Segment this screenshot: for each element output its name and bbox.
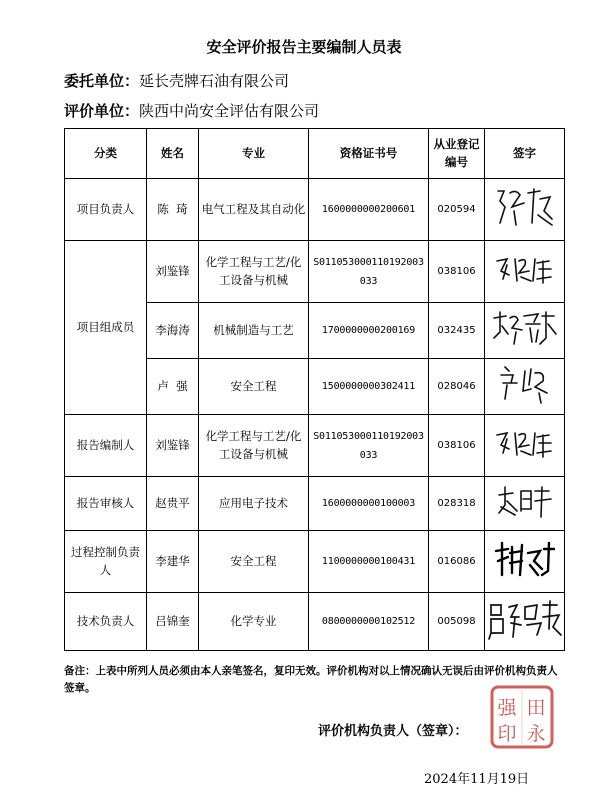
reg-cell: 032435	[429, 303, 485, 359]
table-row	[65, 593, 565, 651]
table-row	[65, 415, 565, 477]
name-cell: 刘鉴锋	[147, 241, 199, 303]
col-header-reg: 从业登记编号	[429, 129, 485, 179]
category-cell: 过程控制负责人	[65, 531, 147, 593]
category-cell: 报告编制人	[65, 415, 147, 477]
major-cell: 化学工程与工艺/化工设备与机械	[199, 415, 309, 477]
table-row	[65, 531, 565, 593]
name-cell: 李海涛	[147, 303, 199, 359]
name-cell: 吕锦奎	[147, 593, 199, 651]
col-header-category: 分类	[65, 129, 147, 179]
name-cell: 李建华	[147, 531, 199, 593]
client-line	[64, 70, 289, 91]
staff-table	[64, 128, 565, 651]
evaluator-line	[64, 100, 319, 121]
evaluator-label: 评价单位：	[64, 102, 140, 120]
major-cell: 安全工程	[199, 531, 309, 593]
approval-signature-label: 评价机构负责人（签章）：	[318, 724, 468, 739]
handwritten-signature	[495, 363, 555, 405]
table-row	[65, 477, 565, 531]
major-cell: 机械制造与工艺	[199, 303, 309, 359]
signature-cell	[485, 241, 565, 303]
major-cell: 电气工程及其自动化	[199, 179, 309, 241]
table-row	[65, 241, 565, 303]
name-cell: 刘鉴锋	[147, 415, 199, 477]
cert-cell: 1600000000100003	[309, 477, 429, 531]
reg-cell: 016086	[429, 531, 485, 593]
reg-cell: 038106	[429, 415, 485, 477]
cert-cell: 0800000000102512	[309, 593, 429, 651]
col-header-signature: 签字	[485, 129, 565, 179]
name-cell: 陈 琦	[147, 179, 199, 241]
col-header-major: 专业	[199, 129, 309, 179]
signature-cell	[485, 179, 565, 241]
col-header-name: 姓名	[147, 129, 199, 179]
cert-cell: 1500000000302411	[309, 359, 429, 415]
reg-cell: 028046	[429, 359, 485, 415]
category-cell: 报告审核人	[65, 477, 147, 531]
client-label: 委托单位：	[64, 72, 140, 90]
cert-cell: 1600000000200601	[309, 179, 429, 241]
seal-char: 印	[497, 723, 517, 745]
official-seal-stamp	[489, 684, 555, 750]
page-title: 安全评价报告主要编制人员表	[206, 38, 402, 56]
handwritten-signature	[487, 597, 563, 641]
col-header-cert: 资格证书号	[309, 129, 429, 179]
signature-cell	[485, 303, 565, 359]
client-value: 延长壳牌石油有限公司	[139, 72, 290, 90]
major-cell: 安全工程	[199, 359, 309, 415]
evaluator-value: 陕西中尚安全评估有限公司	[139, 102, 320, 120]
category-cell: 技术负责人	[65, 593, 147, 651]
seal-char: 田	[526, 697, 546, 719]
name-cell: 赵贵平	[147, 477, 199, 531]
signature-cell	[485, 477, 565, 531]
handwritten-signature	[493, 251, 557, 287]
major-cell: 化学专业	[199, 593, 309, 651]
reg-cell: 028318	[429, 477, 485, 531]
seal-char: 永	[526, 723, 546, 745]
major-cell: 应用电子技术	[199, 477, 309, 531]
table-header-row	[65, 129, 565, 179]
remark-note: 备注：上表中所列人员必须由本人亲笔签名，复印无效。评价机构对以上情况确认无误后由评价机构负责人签章。	[64, 665, 558, 694]
handwritten-signature	[490, 308, 560, 348]
table-row	[65, 179, 565, 241]
reg-cell: 038106	[429, 241, 485, 303]
name-cell: 卢 强	[147, 359, 199, 415]
category-cell: 项目负责人	[65, 179, 147, 241]
reg-cell: 020594	[429, 179, 485, 241]
handwritten-signature	[495, 483, 555, 519]
cert-cell: S011053000110192003033	[309, 415, 429, 477]
signature-cell	[485, 531, 565, 593]
signature-cell	[485, 359, 565, 415]
major-cell: 化学工程与工艺/化工设备与机械	[199, 241, 309, 303]
cert-cell: 1700000000200169	[309, 303, 429, 359]
cert-cell: 1100000000100431	[309, 531, 429, 593]
cert-cell: S011053000110192003033	[309, 241, 429, 303]
signature-cell	[485, 415, 565, 477]
handwritten-signature	[492, 539, 558, 579]
signature-cell	[485, 593, 565, 651]
seal-char: 强	[497, 697, 517, 719]
reg-cell: 005098	[429, 593, 485, 651]
handwritten-signature	[494, 185, 556, 229]
handwritten-signature	[493, 425, 557, 461]
signing-date: 2024年11月19日	[424, 772, 530, 787]
category-cell: 项目组成员	[65, 241, 147, 415]
